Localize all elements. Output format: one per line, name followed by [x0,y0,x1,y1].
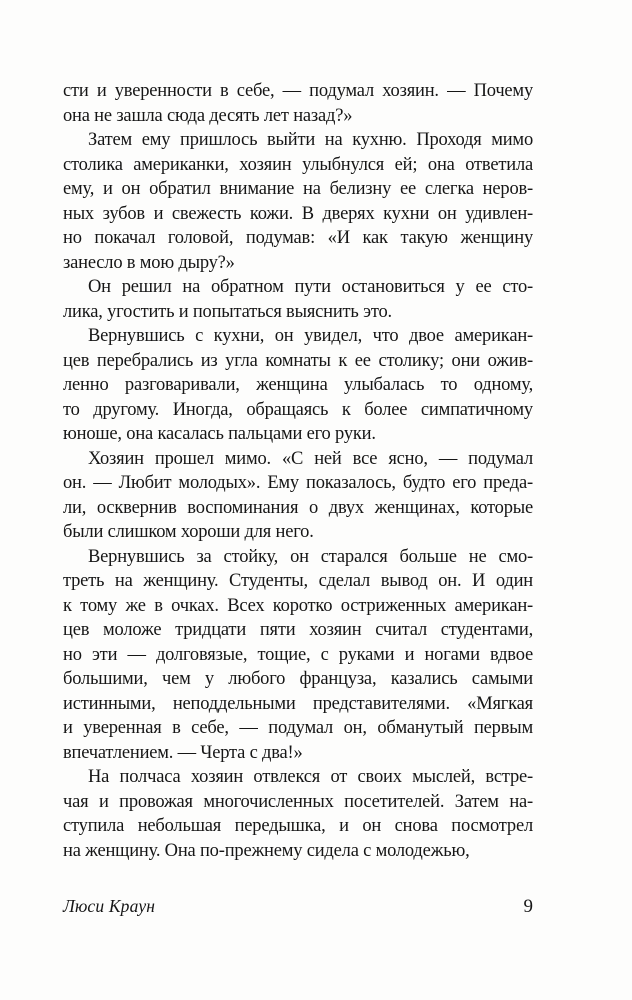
text-line: занесло в мою дыру?» [63,252,235,273]
text-line: были слишком хороши для него. [63,522,314,542]
text-line: цев перебрались из угла комнаты к ее столику; они ожив- [63,350,533,371]
text-line: ных зубов и свежесть кожи. В дверях кухни он удивлен- [63,203,533,224]
text-line: то другому. Иногда, обращаясь к более симпатичному [63,399,533,420]
text-line: чая и провожая многочисленных посетителей. Затем на- [63,791,533,812]
text-line: Затем ему пришлось выйти на кухню. Проходя мимо [88,130,533,150]
text-line: треть на женщину. Студенты, сделал вывод он. И один [63,571,533,591]
text-line: Хозяин прошел мимо. «С ней все ясно, — подумал [88,448,533,469]
page-footer [63,896,533,918]
text-line: цев моложе тридцати пяти хозяин считал студентами, [63,620,533,640]
text-line: ему, и он обратил внимание на белизну ее слегка неров- [63,179,533,199]
text-line: на женщину. Она по-прежнему сидела с молодежью, [63,840,470,861]
text-line: но эти — долговязые, тощие, с руками и ногами вдвое [63,644,533,665]
body-text [63,79,533,863]
text-line: ступила небольшая передышка, и он снова посмотрел [63,816,533,836]
paragraph [63,275,533,324]
text-line: ли, осквернив воспоминания о двух женщинах, которые [63,497,533,518]
text-line: юноше, она касалась пальцами его руки. [63,424,376,444]
paragraph [63,447,533,545]
text-line: он. — Любит молодых». Ему показалось, будто его преда- [63,473,533,493]
text-line: но покачал головой, подумав: «И как такую женщину [63,228,533,248]
text-line: и уверенная в себе, — подумал он, обманутый первым [63,718,533,738]
paragraph [63,545,533,766]
text-line: большими, чем у любого француза, казались самыми [63,669,533,689]
text-line: Он решил на обратном пути остановиться у ее сто- [88,277,533,297]
text-line: к тому же в очках. Всех коротко остриженных американ- [63,595,533,616]
text-line: Вернувшись с кухни, он увидел, что двое американ- [88,326,533,346]
text-line: На полчаса хозяин отвлекся от своих мыслей, встре- [88,767,533,787]
text-line: сти и уверенности в себе, — подумал хозяин. — Почему [63,81,533,101]
text-line: она не зашла сюда десять лет назад?» [63,105,353,126]
text-line: ленно разговаривали, женщина улыбалась то одному, [63,375,533,395]
text-line: столика американки, хозяин улыбнулся ей; она ответила [63,154,533,175]
page-number: 9 [523,896,533,917]
paragraph [63,324,533,447]
text-line: Вернувшись за стойку, он старался больше не смо- [88,546,533,567]
paragraph [63,79,533,128]
running-title: Люси Краун [63,896,156,916]
text-line: впечатлением. — Черта с два!» [63,742,303,763]
paragraph [63,128,533,275]
paragraph [63,765,533,863]
text-line: лика, угостить и попытаться выяснить это. [63,301,392,322]
text-line: истинными, неподдельными представителями. «Мягкая [63,693,533,714]
